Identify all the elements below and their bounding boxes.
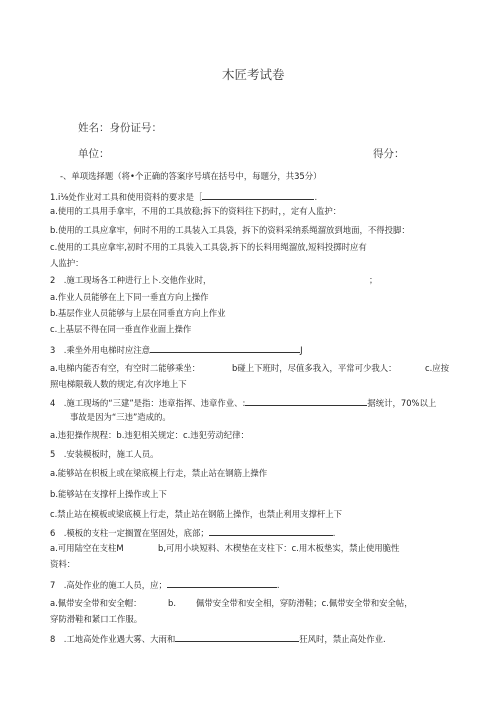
question-6-stem — [50, 526, 335, 539]
question-4-stem-end: 据统计，70%以上 — [367, 398, 437, 408]
question-1-option-b: b.使用的工具应拿牢，何时不用的工具装入工具袋，拆下的资料采纳系绳溜放到地面，不得投脚： — [50, 225, 410, 235]
question-2-stem-end: ； — [369, 275, 378, 285]
question-2-stem: 2 .施工现场各工种进行上卜.交他作业时， — [50, 275, 212, 285]
question-1-stem-end: . — [314, 192, 318, 202]
question-7-option-c: 佩带安全带和安全相，穿防滑鞋；c.佩带安全带和安全帖， — [196, 598, 413, 608]
question-3-text: 3 .乘坐外用电梯时应注意 — [50, 345, 151, 355]
question-2-option-c: c.上基层不得在同一垂直作业面上操作 — [50, 324, 192, 334]
question-1-option-c: c.使用的工具应拿牢,初时不用的工具装入工具袋,拆下的长料用绳溜放,短料投掷时应有 — [50, 242, 367, 252]
question-4-stem — [50, 396, 436, 409]
section-heading: -、单项选择题（将•个正确的答案序号填在括号中，每题分，共35分） — [60, 171, 322, 181]
question-7-option-cont: 穿防滑鞋和紧口工作服。 — [50, 614, 143, 624]
question-3-option-b: b碰上下班时，尽值多我入，平常可少我人： — [232, 363, 397, 373]
question-1-text: 1.i⅛处作业对工具和使用资料的要求是［ — [50, 192, 203, 202]
question-6-option-a: a.可用陆空在支柱M — [50, 543, 124, 553]
question-3-stem — [50, 343, 303, 356]
name-id-field-label: 姓名：身份证号： — [78, 122, 162, 134]
question-8-stem — [50, 632, 386, 645]
question-1-option-c-cont: 人监护： — [50, 258, 84, 268]
page-title: 木匠考试卷 — [222, 67, 285, 82]
question-3-option-c-cont: 照电梯限载人数的规定,有次序地上下 — [50, 379, 187, 389]
question-5-option-c: c.禁止站在模板或梁底模上行走，禁止站在钢筋上操作，也禁止利用支撑杆上下 — [50, 509, 343, 519]
question-2-option-a: a.作业人员能够在上下同一垂直方向上操作 — [50, 292, 209, 302]
question-7-text: 7 .高处作业的施工人员，应； — [50, 580, 167, 590]
question-4-stem-cont: 事故是因为“三违”造成的。 — [70, 412, 171, 422]
question-7-stem — [50, 578, 280, 591]
question-6-text: 6 .模板的支柱一定搁置在坚固处，底部； — [50, 528, 209, 538]
question-1-option-a: a.使用的工具用手拿牢，不用的工具放稳;拆下的资料往下扔时，，定有人监护： — [50, 206, 342, 216]
question-6-option-b: b,可用小块短料、木楔垫在支柱下：c.用木板垫实，禁止使用脆性 — [158, 543, 400, 553]
question-4-answer-blank — [245, 396, 367, 406]
question-6-stem-end: . — [332, 528, 336, 538]
unit-field-label: 单位： — [78, 148, 110, 160]
question-8-text: 8 .工地高处作业遇大雾、大雨和 — [50, 634, 176, 644]
question-8-answer-blank — [175, 632, 299, 642]
question-7-option-a: a.佩带安全带和安全帽： — [50, 598, 142, 608]
score-field-label: 得分： — [373, 148, 405, 160]
question-6-answer-blank — [209, 526, 333, 536]
question-5-option-b: b.能够站在支撑杆上操作或上下 — [50, 489, 167, 499]
question-5-option-a: a.能够站在枳板上或在梁底模上行走，禁止站在钢筋上操作 — [50, 468, 268, 478]
question-3-stem-end: J — [300, 345, 303, 355]
question-7-stem-end: . — [276, 580, 280, 590]
question-1-answer-blank — [202, 190, 314, 200]
question-4-options: a.违犯操作规程：b.违犯相关规定：c.违犯劳动纪律： — [50, 430, 249, 440]
question-3-answer-blank — [150, 343, 303, 355]
question-3-option-a: a.电梯内能否有空，有空时二能够乘坐： — [50, 363, 201, 373]
question-3-option-c: c.应按 — [425, 363, 450, 373]
question-6-option-cont: 资料： — [50, 559, 76, 569]
question-7-option-b: b. — [168, 598, 176, 608]
question-7-answer-blank — [167, 578, 277, 588]
question-1-stem — [50, 190, 317, 203]
question-4-text: 4 .施工现场的“三建”是指：违章指挥、违章作业、: — [50, 398, 246, 408]
question-8-stem-end: 狂风时，禁止高处作业. — [299, 634, 386, 644]
question-5-stem: 5 .安装模板时，施工人员。 — [50, 449, 159, 459]
question-2-option-b: b.基层作业人员能够与上层在同垂直方向上作业 — [50, 308, 226, 318]
